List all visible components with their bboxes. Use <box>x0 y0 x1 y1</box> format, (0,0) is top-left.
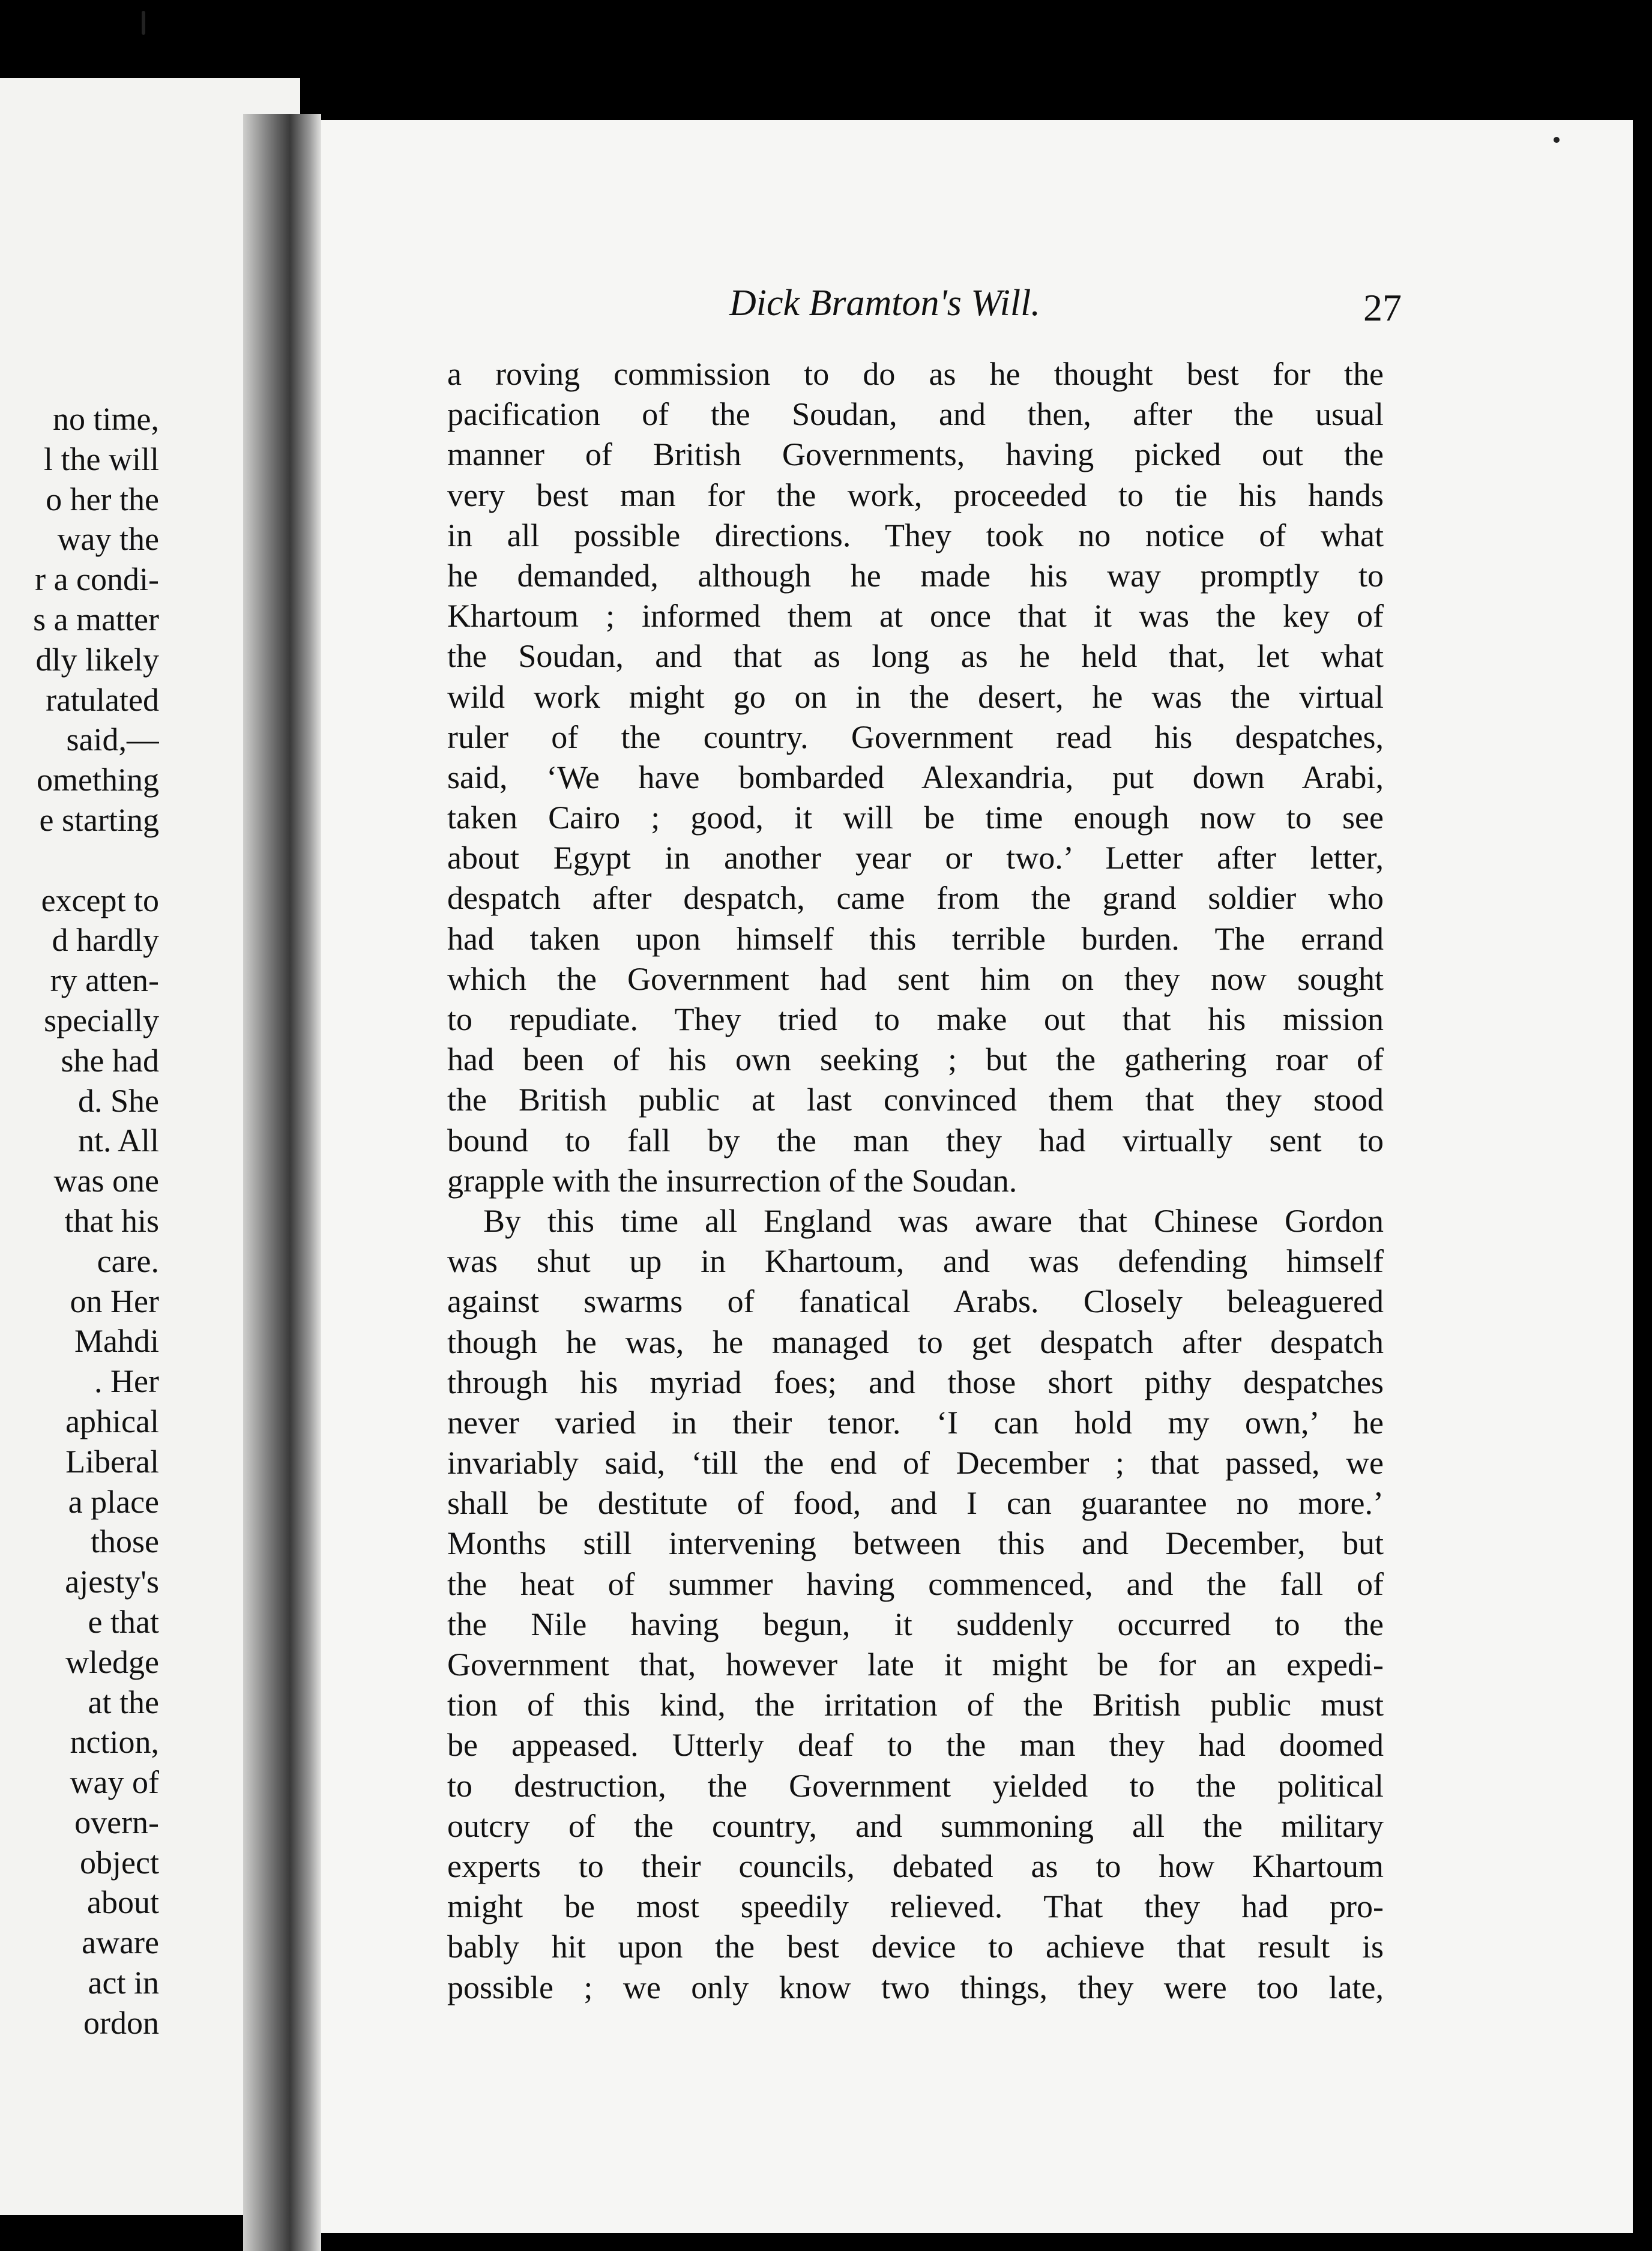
left-line: those <box>91 1523 159 1560</box>
left-page-text-fragments <box>0 399 159 2043</box>
left-line: way the <box>57 521 159 558</box>
left-line: nction, <box>70 1724 159 1761</box>
text-line: never varied in their tenor. ‘I can hold my own,’ he <box>447 1404 1384 1441</box>
left-line: ajesty's <box>65 1564 159 1600</box>
text-line: possible ; we only know two things, they were too late, <box>447 1969 1384 2005</box>
left-line: Liberal <box>65 1443 159 1480</box>
left-line <box>0 840 159 881</box>
text-line: experts to their councils, debated as to how Khartoum <box>447 1848 1384 1884</box>
left-line: Mahdi <box>74 1323 159 1360</box>
text-line: taken Cairo ; good, it will be time enough now to see <box>447 800 1384 836</box>
text-line: a roving commission to do as he thought best for the <box>447 356 1384 392</box>
running-title: Dick Bramton's Will. <box>729 283 1040 324</box>
text-line: said, ‘We have bombarded Alexandria, put down Arabi, <box>447 759 1384 795</box>
body-text <box>447 354 1384 2008</box>
left-line: wledge <box>65 1644 159 1680</box>
left-line: ratulated <box>46 681 159 718</box>
text-line: bably hit upon the best device to achieve that result is <box>447 1929 1384 1965</box>
text-line: might be most speedily relieved. That they had pro- <box>447 1888 1384 1925</box>
text-line: though he was, he managed to get despatch after despatch <box>447 1324 1384 1360</box>
left-line: way of <box>70 1764 159 1801</box>
text-line: pacification of the Soudan, and then, after the usual <box>447 396 1384 433</box>
left-line: object <box>80 1844 159 1881</box>
text-line: had been of his own seeking ; but the gathering roar of <box>447 1041 1384 1078</box>
left-line: about <box>87 1884 159 1921</box>
left-line: e starting <box>39 801 159 838</box>
text-line: he demanded, although he made his way promptly to <box>447 557 1384 594</box>
left-line: d hardly <box>52 922 159 959</box>
left-line: that his <box>64 1202 159 1239</box>
text-line: through his myriad foes; and those short pithy despatches <box>447 1364 1384 1400</box>
text-line: be appeased. Utterly deaf to the man they had doomed <box>447 1727 1384 1764</box>
text-line: despatch after despatch, came from the grand soldier who <box>447 880 1384 917</box>
text-line: which the Government had sent him on they now sought <box>447 960 1384 997</box>
text-line: the Soudan, and that as long as he held that, let what <box>447 638 1384 675</box>
left-line: o her the <box>46 481 159 517</box>
text-line: very best man for the work, proceeded to tie his hands <box>447 477 1384 513</box>
left-line: s a matter <box>33 601 159 637</box>
page-number: 27 <box>1363 286 1402 329</box>
left-line: at the <box>88 1684 159 1720</box>
left-line: nt. All <box>77 1122 159 1159</box>
dust-speck <box>1554 137 1560 143</box>
text-line: in all possible directions. They took no notice of what <box>447 517 1384 553</box>
left-line: act in <box>88 1965 159 2001</box>
text-line: to destruction, the Government yielded to the political <box>447 1767 1384 1804</box>
text-line: about Egypt in another year or two.’ Letter after letter, <box>447 840 1384 876</box>
text-line: tion of this kind, the irritation of the British public must <box>447 1687 1384 1723</box>
left-line: a place <box>68 1483 159 1520</box>
left-line: she had <box>61 1042 159 1079</box>
text-line: the Nile having begun, it suddenly occurred to the <box>447 1606 1384 1642</box>
text-line: wild work might go on in the desert, he was the virtual <box>447 678 1384 715</box>
text-line: to repudiate. They tried to make out that his mission <box>447 1001 1384 1037</box>
text-line: shall be destitute of food, and I can guarantee no more.’ <box>447 1485 1384 1522</box>
text-line: against swarms of fanatical Arabs. Closely beleaguered <box>447 1283 1384 1320</box>
text-line: Months still intervening between this and December, but <box>447 1525 1384 1562</box>
left-line: care. <box>97 1243 159 1279</box>
left-line: omething <box>37 762 159 798</box>
left-line: l the will <box>44 441 159 477</box>
text-line: Khartoum ; informed them at once that it was the key of <box>447 598 1384 634</box>
left-line: said,— <box>66 722 159 758</box>
left-line: aphical <box>65 1403 159 1439</box>
left-line: r a condi- <box>35 561 159 598</box>
left-line: overn- <box>74 1804 159 1840</box>
left-line: . Her <box>94 1363 159 1400</box>
text-line: the British public at last convinced them that they stood <box>447 1082 1384 1118</box>
text-line: ruler of the country. Government read his despatches, <box>447 719 1384 755</box>
book-gutter-shadow <box>243 114 321 2251</box>
left-line: aware <box>82 1924 159 1961</box>
text-line: invariably said, ‘till the end of December ; that passed, we <box>447 1445 1384 1481</box>
page-header <box>729 282 1402 330</box>
text-line: By this time all England was aware that Chinese Gordon <box>483 1202 1384 1239</box>
left-line: d. She <box>78 1082 159 1119</box>
text-line: outcry of the country, and summoning all the military <box>447 1807 1384 1844</box>
text-line: grapple with the insurrection of the Soudan. <box>447 1162 1017 1199</box>
left-line: dly likely <box>35 641 159 678</box>
left-line: except to <box>41 882 159 918</box>
text-line: the heat of summer having commenced, and the fall of <box>447 1565 1384 1602</box>
text-line: manner of British Governments, having picked out the <box>447 436 1384 473</box>
left-line: specially <box>44 1002 159 1038</box>
text-line: Government that, however late it might be for an expedi- <box>447 1647 1384 1683</box>
text-line: bound to fall by the man they had virtually sent to <box>447 1122 1384 1159</box>
left-line: was one <box>53 1163 159 1199</box>
text-line: was shut up in Khartoum, and was defending himself <box>447 1243 1384 1280</box>
left-line: e that <box>88 1603 159 1640</box>
dust-speck <box>142 11 145 35</box>
text-line: had taken upon himself this terrible burden. The errand <box>447 920 1384 957</box>
left-line: ry atten- <box>50 962 159 999</box>
left-line: no time, <box>53 401 159 437</box>
left-line: on Her <box>70 1283 159 1319</box>
left-line: ordon <box>83 2004 159 2041</box>
